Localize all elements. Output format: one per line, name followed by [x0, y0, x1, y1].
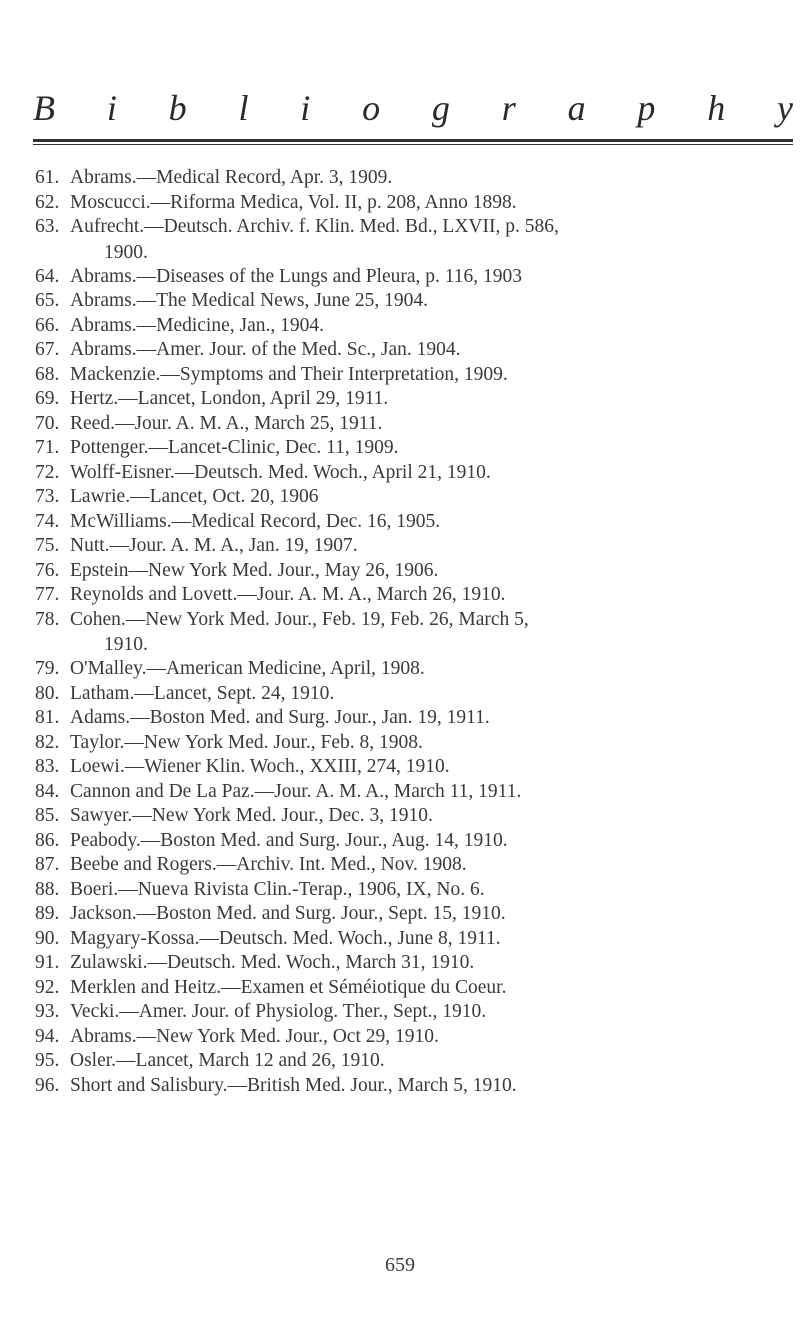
entry-text: Lawrie.—Lancet, Oct. 20, 1906: [70, 486, 319, 507]
header-rule-thin: [33, 144, 793, 145]
entry-number: 86.: [35, 829, 60, 851]
entry-citation: [70, 534, 770, 559]
entry-text: Latham.—Lancet, Sept. 24, 1910.: [70, 682, 335, 704]
entry-citation: [70, 191, 770, 216]
entry-number: 66.: [35, 314, 60, 336]
bibliography-entry: [35, 363, 775, 388]
bibliography-entry: [35, 289, 775, 314]
entry-number: 64.: [35, 265, 60, 287]
entry-text: Zulawski.—Deutsch. Med. Woch., March 31, 1910.: [70, 952, 475, 973]
entry-number: 77.: [35, 584, 60, 605]
entry-citation: [70, 289, 770, 314]
entry-text: Abrams.—Amer. Jour. of the Med. Sc., Jan. 1904.: [70, 339, 461, 360]
entry-text: Boeri.—Nueva Rivista Clin.-Terap., 1906, IX, No. 6.: [70, 878, 485, 900]
entry-continuation: 1900.: [104, 241, 148, 263]
title-letter: i: [300, 88, 311, 128]
bibliography-entry: [35, 215, 775, 265]
entry-text: Peabody.—Boston Med. and Surg. Jour., Aug. 14, 1910.: [70, 829, 508, 851]
entry-text: McWilliams.—Medical Record, Dec. 16, 1905.: [70, 510, 441, 532]
entry-text: Merklen and Heitz.—Examen et Séméiotique du Coeur.: [70, 976, 507, 998]
entry-text: Jackson.—Boston Med. and Surg. Jour., Sept. 15, 1910.: [70, 903, 506, 924]
entry-text: O'Malley.—American Medicine, April, 1908.: [70, 658, 425, 679]
entry-text: Nutt.—Jour. A. M. A., Jan. 19, 1907.: [70, 535, 358, 556]
title-letter: h: [707, 88, 726, 128]
entry-number: 65.: [35, 290, 60, 311]
entry-text: Vecki.—Amer. Jour. of Physiolog. Ther., Sept., 1910.: [70, 1001, 487, 1022]
entry-number: 90.: [35, 927, 60, 949]
entry-text: Reed.—Jour. A. M. A., March 25, 1911.: [70, 412, 383, 434]
entry-citation: [70, 166, 770, 191]
entry-citation: [70, 902, 770, 927]
entry-citation: [70, 485, 770, 510]
entry-number: 69.: [35, 388, 60, 409]
entry-number: 87.: [35, 854, 60, 875]
entry-text: Cannon and De La Paz.—Jour. A. M. A., March 11, 1911.: [70, 780, 522, 802]
entry-number: 63.: [35, 216, 60, 237]
entry-text: Short and Salisbury.—British Med. Jour., March 5, 1910.: [70, 1074, 517, 1096]
entry-number: 80.: [35, 682, 60, 704]
entry-text: Moscucci.—Riforma Medica, Vol. II, p. 208, Anno 1898.: [70, 191, 517, 213]
bibliography-entry: [35, 731, 775, 756]
entry-number: 62.: [35, 191, 60, 213]
entry-text: Adams.—Boston Med. and Surg. Jour., Jan. 19, 1911.: [70, 707, 490, 728]
bibliography-entry: [35, 657, 775, 682]
bibliography-entry: [35, 1000, 775, 1025]
entry-number: 83.: [35, 756, 60, 777]
entry-text: Abrams.—The Medical News, June 25, 1904.: [70, 290, 428, 311]
entry-citation: [70, 363, 770, 388]
bibliography-entry: [35, 1074, 775, 1099]
title-letter: g: [431, 88, 450, 128]
entry-text: Sawyer.—New York Med. Jour., Dec. 3, 1910.: [70, 805, 433, 826]
entry-citation: [70, 878, 770, 903]
title-letter: b: [168, 88, 187, 128]
bibliography-entry: [35, 559, 775, 584]
entry-citation: [70, 583, 770, 608]
entry-text: Reynolds and Lovett.—Jour. A. M. A., March 26, 1910.: [70, 584, 506, 605]
title-letter: o: [362, 88, 381, 128]
entry-citation: [70, 1025, 770, 1050]
entry-citation: [70, 731, 770, 756]
bibliography-entry: [35, 191, 775, 216]
entry-citation: [70, 853, 770, 878]
entry-number: 74.: [35, 510, 60, 532]
title-letter: i: [106, 88, 117, 128]
entry-citation: [70, 436, 770, 461]
bibliography-entry: [35, 706, 775, 731]
bibliography-entry: [35, 608, 775, 658]
bibliography-entry: [35, 951, 775, 976]
bibliography-entry: [35, 829, 775, 854]
entry-citation: [70, 927, 770, 952]
entry-citation: [70, 412, 770, 437]
entry-number: 78.: [35, 608, 60, 630]
title-letter: p: [637, 88, 656, 128]
bibliography-entry: [35, 461, 775, 486]
entry-citation: [70, 559, 770, 584]
entry-citation: [70, 951, 770, 976]
entry-number: 61.: [35, 167, 60, 188]
entry-citation: [70, 829, 770, 854]
entry-text: Abrams.—New York Med. Jour., Oct 29, 1910.: [70, 1025, 439, 1047]
entry-citation: [70, 657, 770, 682]
title-letter: a: [567, 88, 586, 128]
entry-number: 73.: [35, 486, 60, 507]
bibliography-entry: [35, 166, 775, 191]
entry-citation: [70, 804, 770, 829]
entry-number: 92.: [35, 976, 60, 998]
entry-number: 79.: [35, 658, 60, 679]
entry-citation: [70, 1074, 770, 1099]
bibliography-entry: [35, 314, 775, 339]
bibliography-entry: [35, 338, 775, 363]
title-letter: r: [501, 88, 516, 128]
entry-continuation: 1910.: [104, 634, 148, 655]
entry-text: Osler.—Lancet, March 12 and 26, 1910.: [70, 1050, 385, 1071]
entry-number: 88.: [35, 878, 60, 900]
entry-text: Magyary-Kossa.—Deutsch. Med. Woch., June 8, 1911.: [70, 927, 501, 949]
page-number: 659: [385, 1254, 415, 1276]
bibliography-entry: [35, 804, 775, 829]
bibliography-entry: [35, 485, 775, 510]
entry-number: 67.: [35, 339, 60, 360]
entry-text: Abrams.—Medicine, Jan., 1904.: [70, 314, 324, 336]
entry-text: Beebe and Rogers.—Archiv. Int. Med., Nov. 1908.: [70, 854, 467, 875]
bibliography-entry: [35, 927, 775, 952]
entry-text: Abrams.—Medical Record, Apr. 3, 1909.: [70, 167, 393, 188]
entry-number: 95.: [35, 1050, 60, 1071]
bibliography-entry: [35, 387, 775, 412]
entry-text: Aufrecht.—Deutsch. Archiv. f. Klin. Med. Bd., LXVII, p. 586,: [70, 216, 559, 237]
bibliography-entry: [35, 853, 775, 878]
entry-text: Loewi.—Wiener Klin. Woch., XXIII, 274, 1910.: [70, 756, 450, 777]
entry-text: Mackenzie.—Symptoms and Their Interpretation, 1909.: [70, 363, 508, 385]
title-letter: y: [777, 88, 793, 128]
bibliography-entry: [35, 265, 775, 290]
entry-citation: [70, 976, 770, 1001]
entry-number: 93.: [35, 1001, 60, 1022]
entry-number: 68.: [35, 363, 60, 385]
bibliography-entry: [35, 412, 775, 437]
entry-text: Taylor.—New York Med. Jour., Feb. 8, 1908.: [70, 731, 423, 753]
entry-number: 76.: [35, 559, 60, 581]
entry-number: 89.: [35, 903, 60, 924]
entry-text: Cohen.—New York Med. Jour., Feb. 19, Feb. 26, March 5,: [70, 608, 529, 630]
entry-number: 94.: [35, 1025, 60, 1047]
bibliography-entry: [35, 780, 775, 805]
entry-number: 70.: [35, 412, 60, 434]
bibliography-entry: [35, 1025, 775, 1050]
bibliography-entry: [35, 755, 775, 780]
entry-citation: [70, 682, 770, 707]
bibliography-list: [35, 166, 775, 1098]
entry-number: 85.: [35, 805, 60, 826]
entry-citation: [70, 755, 770, 780]
entry-text: Hertz.—Lancet, London, April 29, 1911.: [70, 388, 389, 409]
entry-number: 75.: [35, 535, 60, 556]
entry-citation: [70, 608, 770, 658]
entry-citation: [70, 265, 770, 290]
page-title: [33, 88, 793, 128]
bibliography-entry: [35, 436, 775, 461]
entry-text: Epstein—New York Med. Jour., May 26, 1906.: [70, 559, 439, 581]
entry-number: 81.: [35, 707, 60, 728]
page-header: [33, 88, 793, 148]
bibliography-entry: [35, 682, 775, 707]
entry-text: Abrams.—Diseases of the Lungs and Pleura, p. 116, 1903: [70, 265, 523, 287]
entry-citation: [70, 1000, 770, 1025]
title-letter: B: [33, 88, 55, 128]
entry-citation: [70, 1049, 770, 1074]
bibliography-entry: [35, 976, 775, 1001]
entry-citation: [70, 706, 770, 731]
entry-citation: [70, 215, 770, 265]
bibliography-entry: [35, 534, 775, 559]
title-letter: l: [238, 88, 249, 128]
entry-number: 91.: [35, 952, 60, 973]
entry-citation: [70, 387, 770, 412]
bibliography-entry: [35, 902, 775, 927]
entry-number: 96.: [35, 1074, 60, 1096]
entry-text: Wolff-Eisner.—Deutsch. Med. Woch., April 21, 1910.: [70, 461, 491, 483]
header-rule-thick: [33, 139, 793, 142]
entry-number: 82.: [35, 731, 60, 753]
bibliography-entry: [35, 1049, 775, 1074]
entry-number: 72.: [35, 461, 60, 483]
entry-text: Pottenger.—Lancet-Clinic, Dec. 11, 1909.: [70, 437, 399, 458]
entry-citation: [70, 780, 770, 805]
entry-citation: [70, 338, 770, 363]
entry-citation: [70, 461, 770, 486]
entry-number: 84.: [35, 780, 60, 802]
entry-citation: [70, 314, 770, 339]
entry-citation: [70, 510, 770, 535]
bibliography-entry: [35, 878, 775, 903]
entry-number: 71.: [35, 437, 60, 458]
bibliography-entry: [35, 510, 775, 535]
bibliography-entry: [35, 583, 775, 608]
